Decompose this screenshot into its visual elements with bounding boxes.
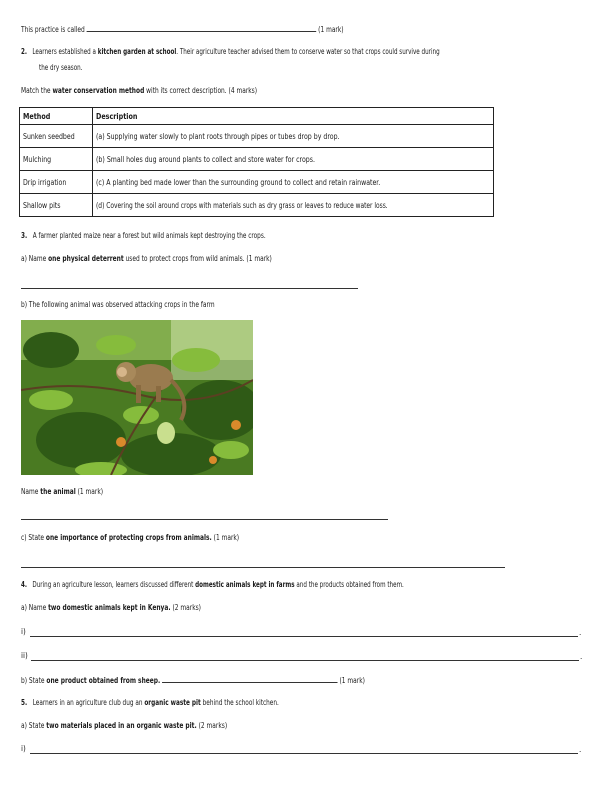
table-cell-description: (a) Supplying water slowly to plant roots through pipes or tubes drop by drop. — [93, 125, 494, 148]
question-number: 4. — [21, 580, 28, 589]
answer-line[interactable] — [21, 567, 505, 568]
q4a-prompt: a) Name two domestic animals kept in Kenya. (2 marks) — [21, 603, 201, 612]
q3-stem: 3. A farmer planted maize near a forest but wild animals kept destroying the crops. — [21, 231, 266, 240]
answer-line[interactable] — [21, 288, 358, 289]
table-header-method: Method — [20, 108, 93, 125]
q3b-prompt: b) The following animal was observed attacking crops in the farm — [21, 300, 215, 309]
answer-line[interactable] — [30, 753, 578, 754]
q4a-item-i: i) — [21, 627, 26, 636]
answer-line[interactable] — [31, 660, 579, 661]
q5a-prompt: a) State two materials placed in an organic waste pit. (2 marks) — [21, 721, 228, 730]
q2-instruction: Match the water conservation method with its correct description. (4 marks) — [21, 86, 258, 95]
q1-practice-line: This practice is called (1 mark) — [21, 25, 344, 34]
table-cell-method: Sunken seedbed — [20, 125, 93, 148]
table-cell-description: (d) Covering the soil around crops with materials such as dry grass or leaves to reduce water loss. — [93, 194, 494, 217]
question-number: 5. — [21, 698, 28, 707]
question-number: 2. — [21, 47, 28, 56]
q5-stem: 5. Learners in an agriculture club dug an organic waste pit behind the school kitchen. — [21, 698, 279, 707]
line-end-dot: . — [580, 652, 583, 661]
answer-blank[interactable] — [162, 674, 337, 683]
answer-line[interactable] — [30, 636, 578, 637]
q3a-prompt: a) Name one physical deterrent used to protect crops from wild animals. (1 mark) — [21, 254, 272, 263]
question-number: 3. — [21, 231, 28, 240]
q2-stem-line2: the dry season. — [39, 63, 83, 72]
answer-line[interactable] — [21, 519, 388, 520]
table-row — [20, 194, 494, 217]
monkey-photo-illustration — [21, 320, 253, 475]
q4b-prompt: b) State one product obtained from sheep. (1 mark) — [21, 676, 365, 685]
table-cell-description: (c) A planting bed made lower than the surrounding ground to collect and retain rainwater. — [93, 171, 494, 194]
q3b-name-prompt: Name the animal (1 mark) — [21, 487, 104, 496]
table-cell-description: (b) Small holes dug around plants to collect and store water for crops. — [93, 148, 494, 171]
monkey-in-tree-photo — [21, 320, 253, 475]
table-row — [20, 171, 494, 194]
q4a-item-ii: ii) — [21, 651, 28, 660]
answer-blank[interactable] — [87, 23, 317, 32]
table-cell-method: Drip irrigation — [20, 171, 93, 194]
table-row — [20, 125, 494, 148]
line-end-dot: . — [579, 628, 582, 637]
table-row — [20, 148, 494, 171]
table-header-description: Description — [93, 108, 494, 125]
q2-stem-line1: 2. Learners established a kitchen garden at school. Their agriculture teacher advised them to conserve water so that crops could survive during — [21, 47, 440, 56]
table-cell-method: Mulching — [20, 148, 93, 171]
q4-stem: 4. During an agriculture lesson, learners discussed different domestic animals kept in farms and the products obtained from them. — [21, 580, 404, 589]
water-conservation-table — [19, 107, 494, 217]
q3c-prompt: c) State one importance of protecting crops from animals. (1 mark) — [21, 533, 240, 542]
line-end-dot: . — [579, 745, 582, 754]
q5a-item-i: i) — [21, 744, 26, 753]
table-cell-method: Shallow pits — [20, 194, 93, 217]
table-header-row — [20, 108, 494, 125]
